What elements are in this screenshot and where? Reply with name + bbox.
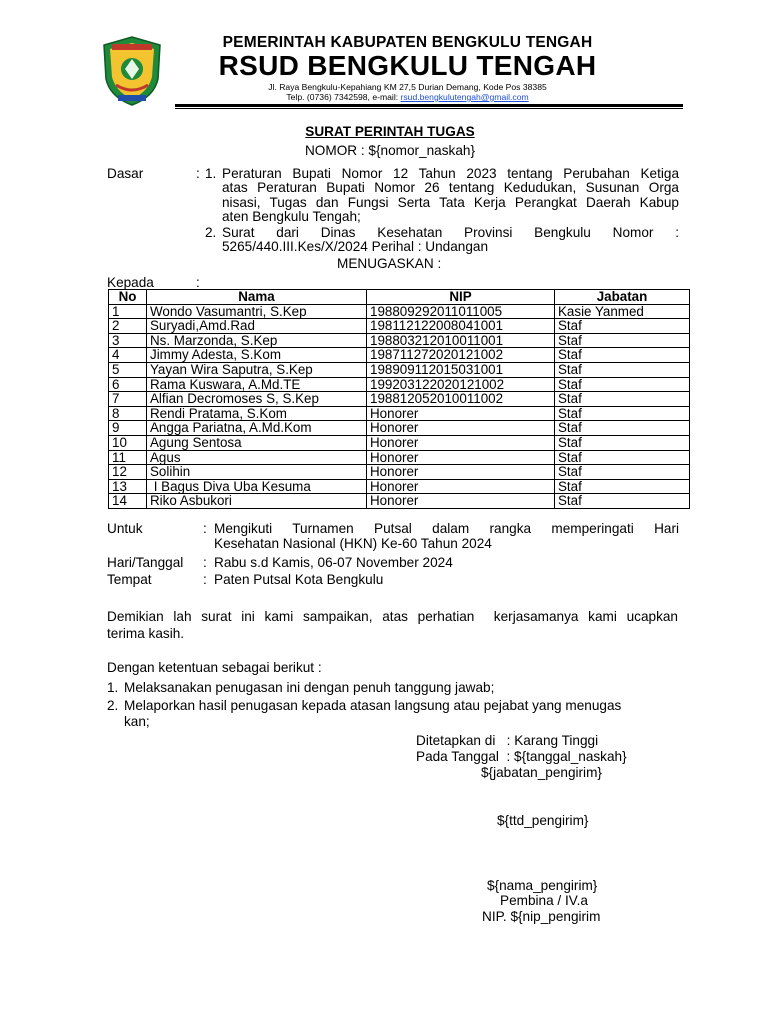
cell-no: 8 [109,406,147,421]
table-body [109,304,690,508]
cell-jabatan: Staf [555,450,690,465]
cell-no: 12 [109,465,147,480]
cell-jabatan: Staf [555,406,690,421]
closing-line2: terima kasih. [107,626,185,641]
cell-nip: 198803212010011001 [367,333,555,348]
table-row [109,377,690,392]
table-row [109,450,690,465]
cell-nama: Jimmy Adesta, S.Kom [147,348,367,363]
hari-label: Hari/Tanggal [107,555,184,570]
contact-line [0,92,768,102]
hospital-name: RSUD BENGKULU TENGAH [218,50,597,81]
government-name: PEMERINTAH KABUPATEN BENGKULU TENGAH [222,34,593,51]
dasar-item2-line1: Surat dari Dinas Kesehatan Provinsi Bengkulu Nomor : [222,225,679,240]
cell-jabatan: Staf [555,333,690,348]
dasar-item1-number: 1. [205,166,217,181]
table-header-row [109,290,690,305]
cell-jabatan: Staf [555,421,690,436]
untuk-line2: Kesehatan Nasional (HKN) Ke-60 Tahun 2024 [214,536,492,551]
cell-jabatan: Staf [555,435,690,450]
ketentuan-item2-number: 2. [107,698,119,713]
cell-no: 6 [109,377,147,392]
table-row [109,319,690,334]
tempat-colon: : [203,572,207,587]
cell-nama: Ns. Marzonda, S.Kep [147,333,367,348]
letter-number: NOMOR : ${nomor_naskah} [304,143,475,158]
dasar-item2-line2: 5265/440.III.Kes/X/2024 Perihal : Undangan [222,239,489,254]
cell-nama: Agus [147,450,367,465]
table-row [109,479,690,494]
cell-nama: Riko Asbukori [147,494,367,509]
cell-nip: Honorer [367,421,555,436]
cell-no: 13 [109,479,147,494]
table-row [109,348,690,363]
ditetapkan-di: Ditetapkan di : Karang Tinggi [416,733,599,748]
header-nama: Nama [147,290,367,305]
dasar-item1-line4: aten Bengkulu Tengah; [222,209,361,224]
cell-no: 11 [109,450,147,465]
cell-no: 14 [109,494,147,509]
letter-title: SURAT PERINTAH TUGAS [305,124,475,139]
table-row [109,304,690,319]
cell-jabatan: Staf [555,494,690,509]
cell-no: 3 [109,333,147,348]
cell-nama: Yayan Wira Saputra, S.Kep [147,362,367,377]
table-row [109,362,690,377]
personnel-table [108,289,690,509]
header-rule-thin [175,108,683,109]
closing-line1: Demikian lah surat ini kami sampaikan, atas perhatian kerjasamanya kami ucapkan [107,609,678,624]
header-rule-thick [175,104,683,107]
table-row [109,465,690,480]
cell-jabatan: Staf [555,362,690,377]
cell-nip: 198112122008041001 [367,319,555,334]
kepada-label: Kepada [107,275,154,290]
cell-nama: Agung Sentosa [147,435,367,450]
cell-no: 5 [109,362,147,377]
table-row [109,392,690,407]
hari-colon: : [203,555,207,570]
signer-name: ${nama_pengirim} [487,878,598,893]
email-link[interactable]: rsud.bengkulutengah@gmail.com [400,92,529,102]
kepada-colon: : [196,275,200,290]
dasar-item1-line2: atas Peraturan Bupati Nomor 26 tentang Kedudukan, Susunan Orga [222,180,679,195]
cell-nip: 198809292011011005 [367,304,555,319]
table-row [109,435,690,450]
cell-nip: Honorer [367,465,555,480]
menugaskan-heading: MENUGASKAN : [337,256,442,271]
untuk-colon: : [203,521,207,536]
cell-no: 9 [109,421,147,436]
dasar-label: Dasar [107,166,144,181]
hari-value: Rabu s.d Kamis, 06-07 November 2024 [214,555,453,570]
pada-tanggal: Pada Tanggal : ${tanggal_naskah} [416,749,627,764]
cell-jabatan: Staf [555,348,690,363]
cell-nama: Angga Pariatna, A.Md.Kom [147,421,367,436]
table-row [109,333,690,348]
untuk-label: Untuk [107,521,143,536]
cell-no: 1 [109,304,147,319]
table-row [109,421,690,436]
ketentuan-item2-line2: kan; [124,714,150,729]
signer-rank: Pembina / IV.a [500,893,588,908]
dasar-colon: : [196,166,200,181]
cell-nama: I Bagus Diva Uba Kesuma [147,479,367,494]
dasar-item1-line1: Peraturan Bupati Nomor 12 Tahun 2023 tentang Perubahan Ketiga [222,166,679,181]
cell-no: 4 [109,348,147,363]
cell-nip: Honorer [367,479,555,494]
cell-jabatan: Staf [555,319,690,334]
header-nip: NIP [367,290,555,305]
cell-nip: Honorer [367,406,555,421]
dasar-item1-line3: nisasi, Tugas dan Fungsi Serta Tata Kerja Perangkat Daerah Kabup [222,195,679,210]
cell-nip: Honorer [367,435,555,450]
dasar-item2-number: 2. [205,225,217,240]
cell-no: 2 [109,319,147,334]
cell-no: 7 [109,392,147,407]
cell-nip: 198812052010011002 [367,392,555,407]
ketentuan-item1: Melaksanakan penugasan ini dengan penuh tanggung jawab; [124,680,495,695]
table-row [109,406,690,421]
address: Jl. Raya Bengkulu-Kepahiang KM 27,5 Durian Demang, Kode Pos 38385 [268,82,547,92]
cell-nip: Honorer [367,494,555,509]
header-no: No [109,290,147,305]
ketentuan-item1-number: 1. [107,680,119,695]
cell-nama: Wondo Vasumantri, S.Kep [147,304,367,319]
cell-nama: Rama Kuswara, A.Md.TE [147,377,367,392]
tempat-label: Tempat [107,572,152,587]
phone-text: Telp. (0736) 7342598, e-mail: [286,92,401,102]
ketentuan-item2-line1: Melaporkan hasil penugasan kepada atasan langsung atau pejabat yang menugas [124,698,622,713]
cell-jabatan: Kasie Yanmed [555,304,690,319]
cell-nama: Suryadi,Amd.Rad [147,319,367,334]
cell-nip: 198909112015031001 [367,362,555,377]
signer-position: ${jabatan_pengirim} [481,765,602,780]
untuk-line1: Mengikuti Turnamen Putsal dalam rangka memperingati Hari [214,521,679,536]
signature-placeholder: ${ttd_pengirim} [497,813,589,828]
cell-nama: Alfian Decromoses S, S.Kep [147,392,367,407]
tempat-value: Paten Putsal Kota Bengkulu [214,572,384,587]
cell-jabatan: Staf [555,479,690,494]
cell-nama: Rendi Pratama, S.Kom [147,406,367,421]
cell-nip: 199203122020121002 [367,377,555,392]
cell-nama: Solihin [147,465,367,480]
cell-nip: 198711272020121002 [367,348,555,363]
cell-no: 10 [109,435,147,450]
signer-nip: NIP. ${nip_pengirim [482,909,601,924]
ketentuan-intro: Dengan ketentuan sebagai berikut : [107,660,322,675]
cell-jabatan: Staf [555,392,690,407]
cell-jabatan: Staf [555,465,690,480]
cell-nip: Honorer [367,450,555,465]
cell-jabatan: Staf [555,377,690,392]
table-row [109,494,690,509]
header-jabatan: Jabatan [555,290,690,305]
